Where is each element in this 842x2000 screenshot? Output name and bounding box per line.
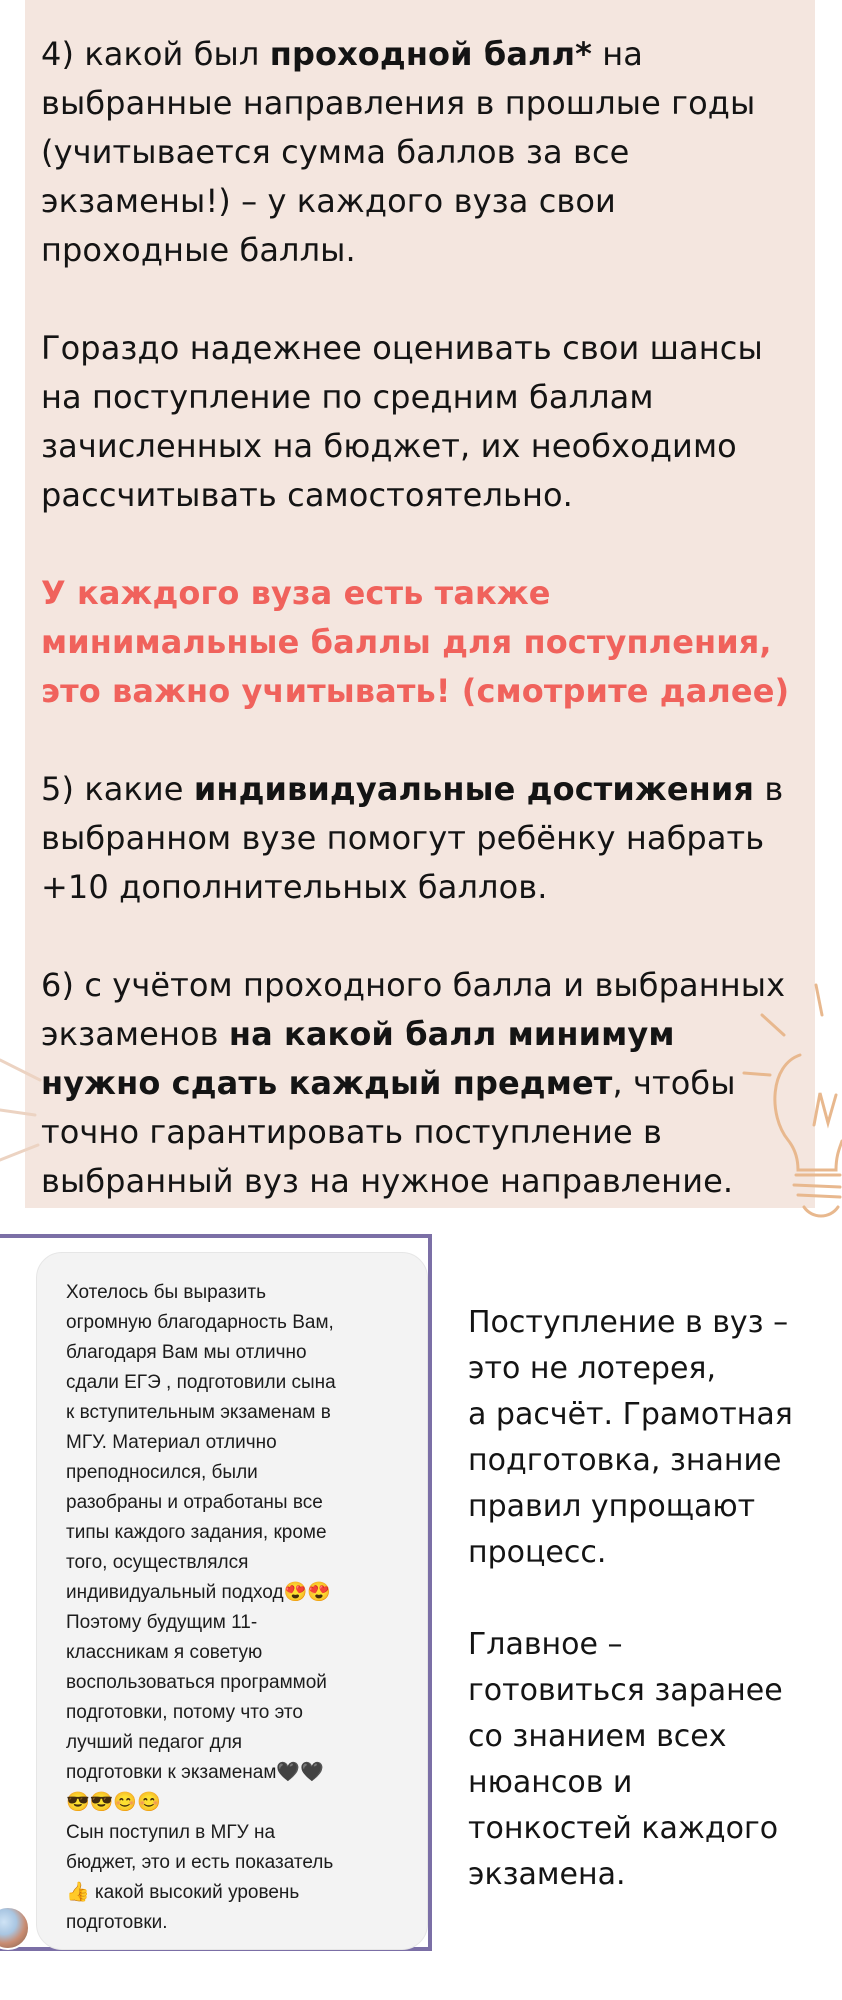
p5-bold: индивидуальные достижения	[193, 770, 755, 808]
p4-text-end: на выбранные направления в прошлые годы (учитывается сумма баллов за все экзамены!) – у каждого вуза свои проходные баллы.	[41, 35, 756, 269]
p5-text-end: в выбранном вузе помогут ребёнку набрать +10 дополнительных баллов.	[41, 770, 784, 906]
p4-bold: проходной балл*	[269, 35, 592, 73]
side-p1-line: процесс.	[468, 1535, 607, 1570]
decorative-rays-icon	[0, 1040, 90, 1190]
paragraph-6	[41, 961, 801, 1206]
side-p2-line: со знанием всех	[468, 1719, 727, 1754]
info-text	[41, 30, 801, 1206]
side-p1-line: а расчёт. Грамотная	[468, 1397, 793, 1432]
paragraph-4	[41, 30, 801, 275]
p5-text-start: 5) какие	[41, 770, 194, 808]
side-p2-line: экзамена.	[468, 1857, 626, 1892]
side-p1-line: правил упрощают	[468, 1489, 756, 1524]
p6-text-start: 6) с учётом проходного балла и выбранных экзаменов	[41, 966, 786, 1053]
side-p2-line: нюансов и	[468, 1765, 633, 1800]
side-p2-line: тонкостей каждого	[468, 1811, 779, 1846]
side-p1-line: подготовка, знание	[468, 1443, 782, 1478]
side-p1-line: это не лотерея,	[468, 1351, 716, 1386]
p6-text-end: , чтобы точно гарантировать поступление в выбранный вуз на нужное направление.	[41, 1064, 736, 1200]
paragraph-average-scores: Гораздо надежнее оценивать свои шансы на поступление по средним баллам зачисленных на бюджет, их необходимо рассчитывать самостоятельно.	[41, 329, 763, 514]
review-text: Хотелось бы выразить огромную благодарность Вам, благодаря Вам мы отлично сдали ЕГЭ , подготовили сына к вступительным экзаменам в МГУ. Материал отлично преподносился, были разобраны и отработаны все типы каждого задания, кроме того, осуществлялся индивидуальный подход😍😍 Поэтому будущим 11- классникам я советую воспользоваться программой подготовки, потому что это лучший педагог для подготовки к экзаменам🖤🖤 😎😎😊😊 Сын поступил в МГУ на бюджет, это и есть показатель 👍 какой высокий уровень подготовки.	[66, 1282, 336, 1933]
review-card	[0, 1234, 432, 1951]
side-p2-line: готовиться заранее	[468, 1673, 783, 1708]
side-paragraph-1	[468, 1300, 840, 1576]
p4-text-start: 4) какой был	[41, 35, 270, 73]
side-paragraph-2	[468, 1622, 840, 1898]
paragraph-5	[41, 765, 801, 912]
side-p1-line: Поступление в вуз –	[468, 1305, 789, 1340]
lightbulb-icon	[740, 975, 842, 1235]
avatar	[0, 1906, 30, 1950]
review-bubble	[36, 1252, 428, 1950]
side-text	[468, 1300, 840, 1898]
side-p2-line: Главное –	[468, 1627, 623, 1662]
paragraph-warning: У каждого вуза есть также минимальные баллы для поступления, это важно учитывать! (смотрите далее)	[41, 574, 790, 710]
p6-bold: на какой балл минимум нужно сдать каждый предмет	[41, 1015, 675, 1102]
